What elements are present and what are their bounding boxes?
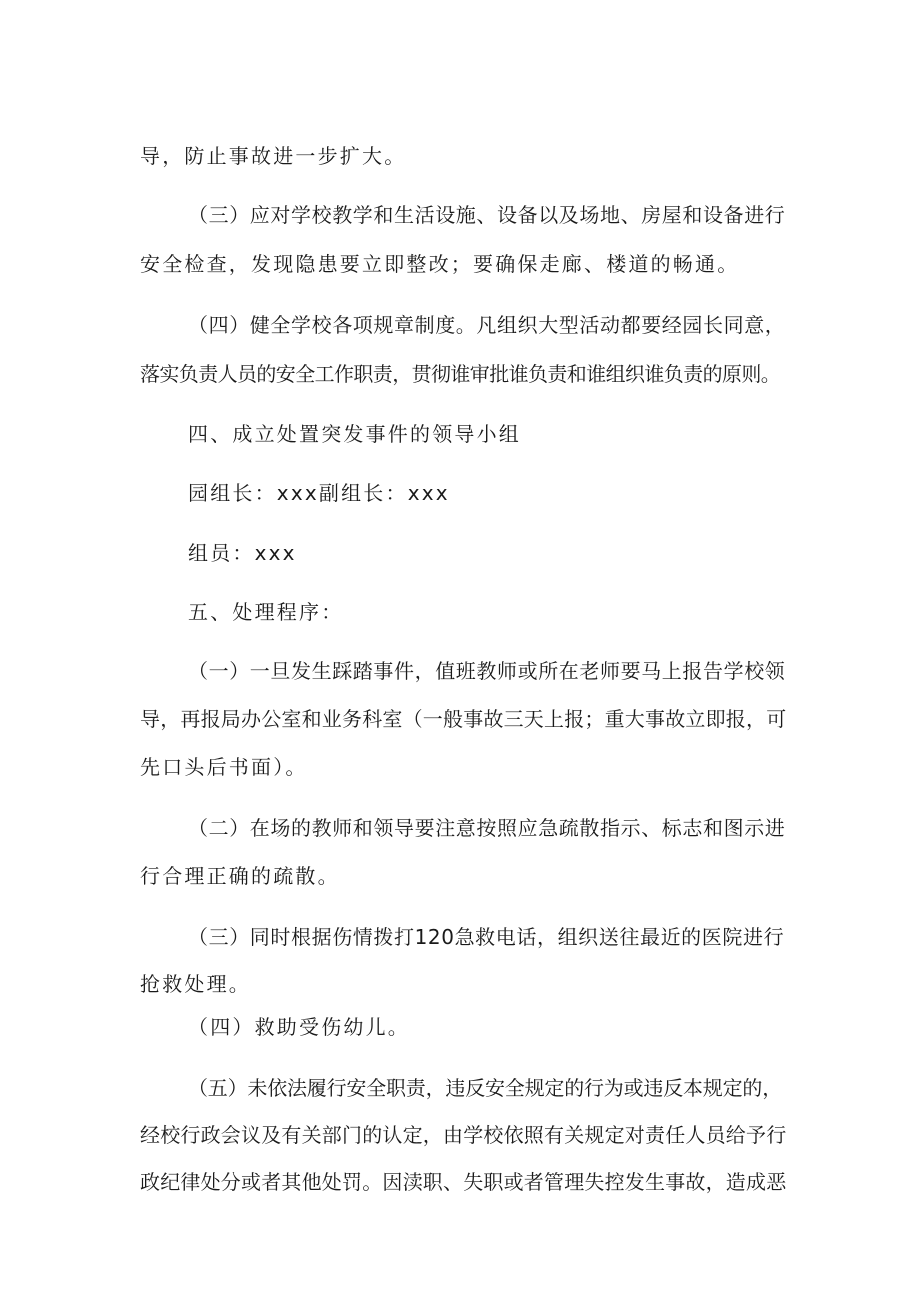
paragraph-line: （三）同时根据伤情拨打120急救电话，组织送往最近的医院进行: [188, 925, 785, 949]
paragraph-line: （二）在场的教师和领导要注意按照应急疏散指示、标志和图示进: [188, 816, 786, 840]
paragraph-line: 导，防止事故进一步扩大。: [140, 144, 407, 168]
paragraph-line: （五）未依法履行安全职责，违反安全规定的行为或违反本规定的，: [188, 1076, 782, 1100]
paragraph-line: 政纪律处分或者其他处罚。因渎职、失职或者管理失控发生事故，造成恶: [140, 1170, 787, 1194]
paragraph-line: （一）一旦发生踩踏事件，值班教师或所在老师要马上报告学校领: [188, 659, 786, 683]
paragraph-line: 经校行政会议及有关部门的认定，由学校依照有关规定对责任人员给予行: [140, 1123, 787, 1147]
paragraph-line: 导，再报局办公室和业务科室（一般事故三天上报；重大事故立即报，可: [140, 707, 787, 731]
paragraph-line: （四）救助受伤幼儿。: [188, 1015, 410, 1039]
paragraph-line: 先口头后书面）。: [140, 755, 308, 779]
section-heading: 四、成立处置突发事件的领导小组: [188, 422, 521, 446]
member-line: 组员：xxx: [188, 541, 297, 565]
paragraph-line: （四）健全学校各项规章制度。凡组织大型活动都要经园长同意，: [188, 313, 786, 337]
paragraph-line: 行合理正确的疏散。: [140, 864, 340, 888]
section-heading: 五、处理程序：: [188, 600, 344, 624]
paragraph-line: 抢救处理。: [140, 972, 251, 996]
paragraph-line: （三）应对学校教学和生活设施、设备以及场地、房屋和设备进行: [188, 203, 786, 227]
paragraph-line: 落实负责人员的安全工作职责，贯彻谁审批谁负责和谁组织谁负责的原则。: [140, 362, 781, 386]
leader-line: 园组长：xxx副组长：xxx: [188, 481, 450, 505]
paragraph-line: 安全检查，发现隐患要立即整改；要确保走廊、楼道的畅通。: [140, 252, 740, 276]
